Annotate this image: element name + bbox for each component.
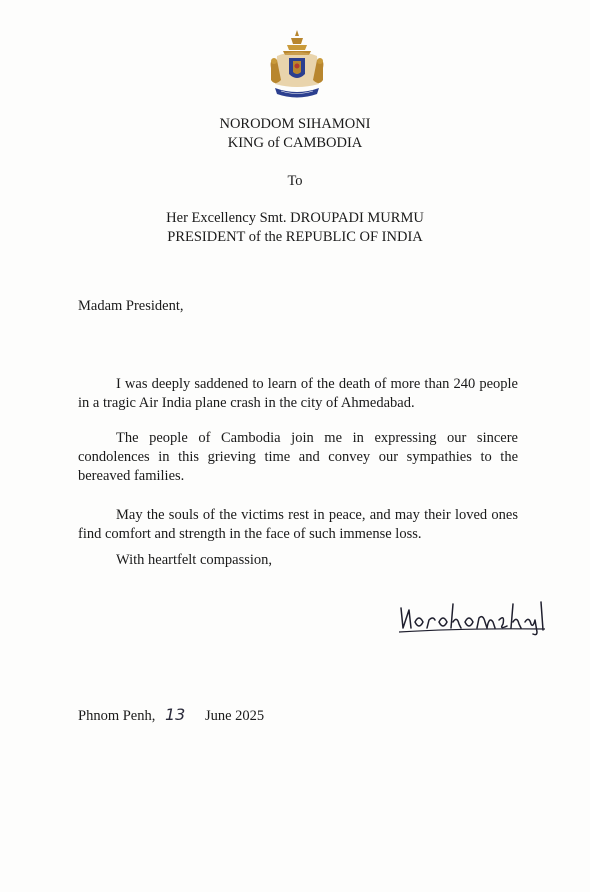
body-paragraph-3: May the souls of the victims rest in peace, and may their loved ones find comfort and strength in the face of such immense loss. [78, 507, 518, 542]
royal-arms-of-cambodia-icon [265, 28, 329, 104]
body-paragraph-1: I was deeply saddened to learn of the death of more than 240 people in a tragic Air India plane crash in the city of Ahmedabad. [78, 376, 518, 411]
handwritten-signature-icon [395, 598, 547, 638]
to-label: To [287, 173, 303, 189]
sender-block [0, 115, 590, 153]
month-year: June 2025 [204, 708, 265, 724]
handwritten-day: 13 [164, 705, 186, 724]
sender-title: KING of CAMBODIA [227, 135, 363, 151]
closing-line: With heartfelt compassion, [116, 552, 273, 568]
recipient-name: Her Excellency Smt. DROUPADI MURMU [166, 210, 424, 226]
body-paragraph-2: The people of Cambodia join me in expressing our sincere condolences in this grieving time and convey our sympathies to the bereaved families. [78, 430, 518, 484]
sender-name: NORODOM SIHAMONI [219, 116, 371, 132]
recipient-block [0, 209, 590, 247]
recipient-title: PRESIDENT of the REPUBLIC OF INDIA [167, 229, 423, 245]
place: Phnom Penh, [78, 708, 156, 724]
salutation: Madam President, [78, 298, 184, 314]
place-date-line [78, 705, 264, 725]
